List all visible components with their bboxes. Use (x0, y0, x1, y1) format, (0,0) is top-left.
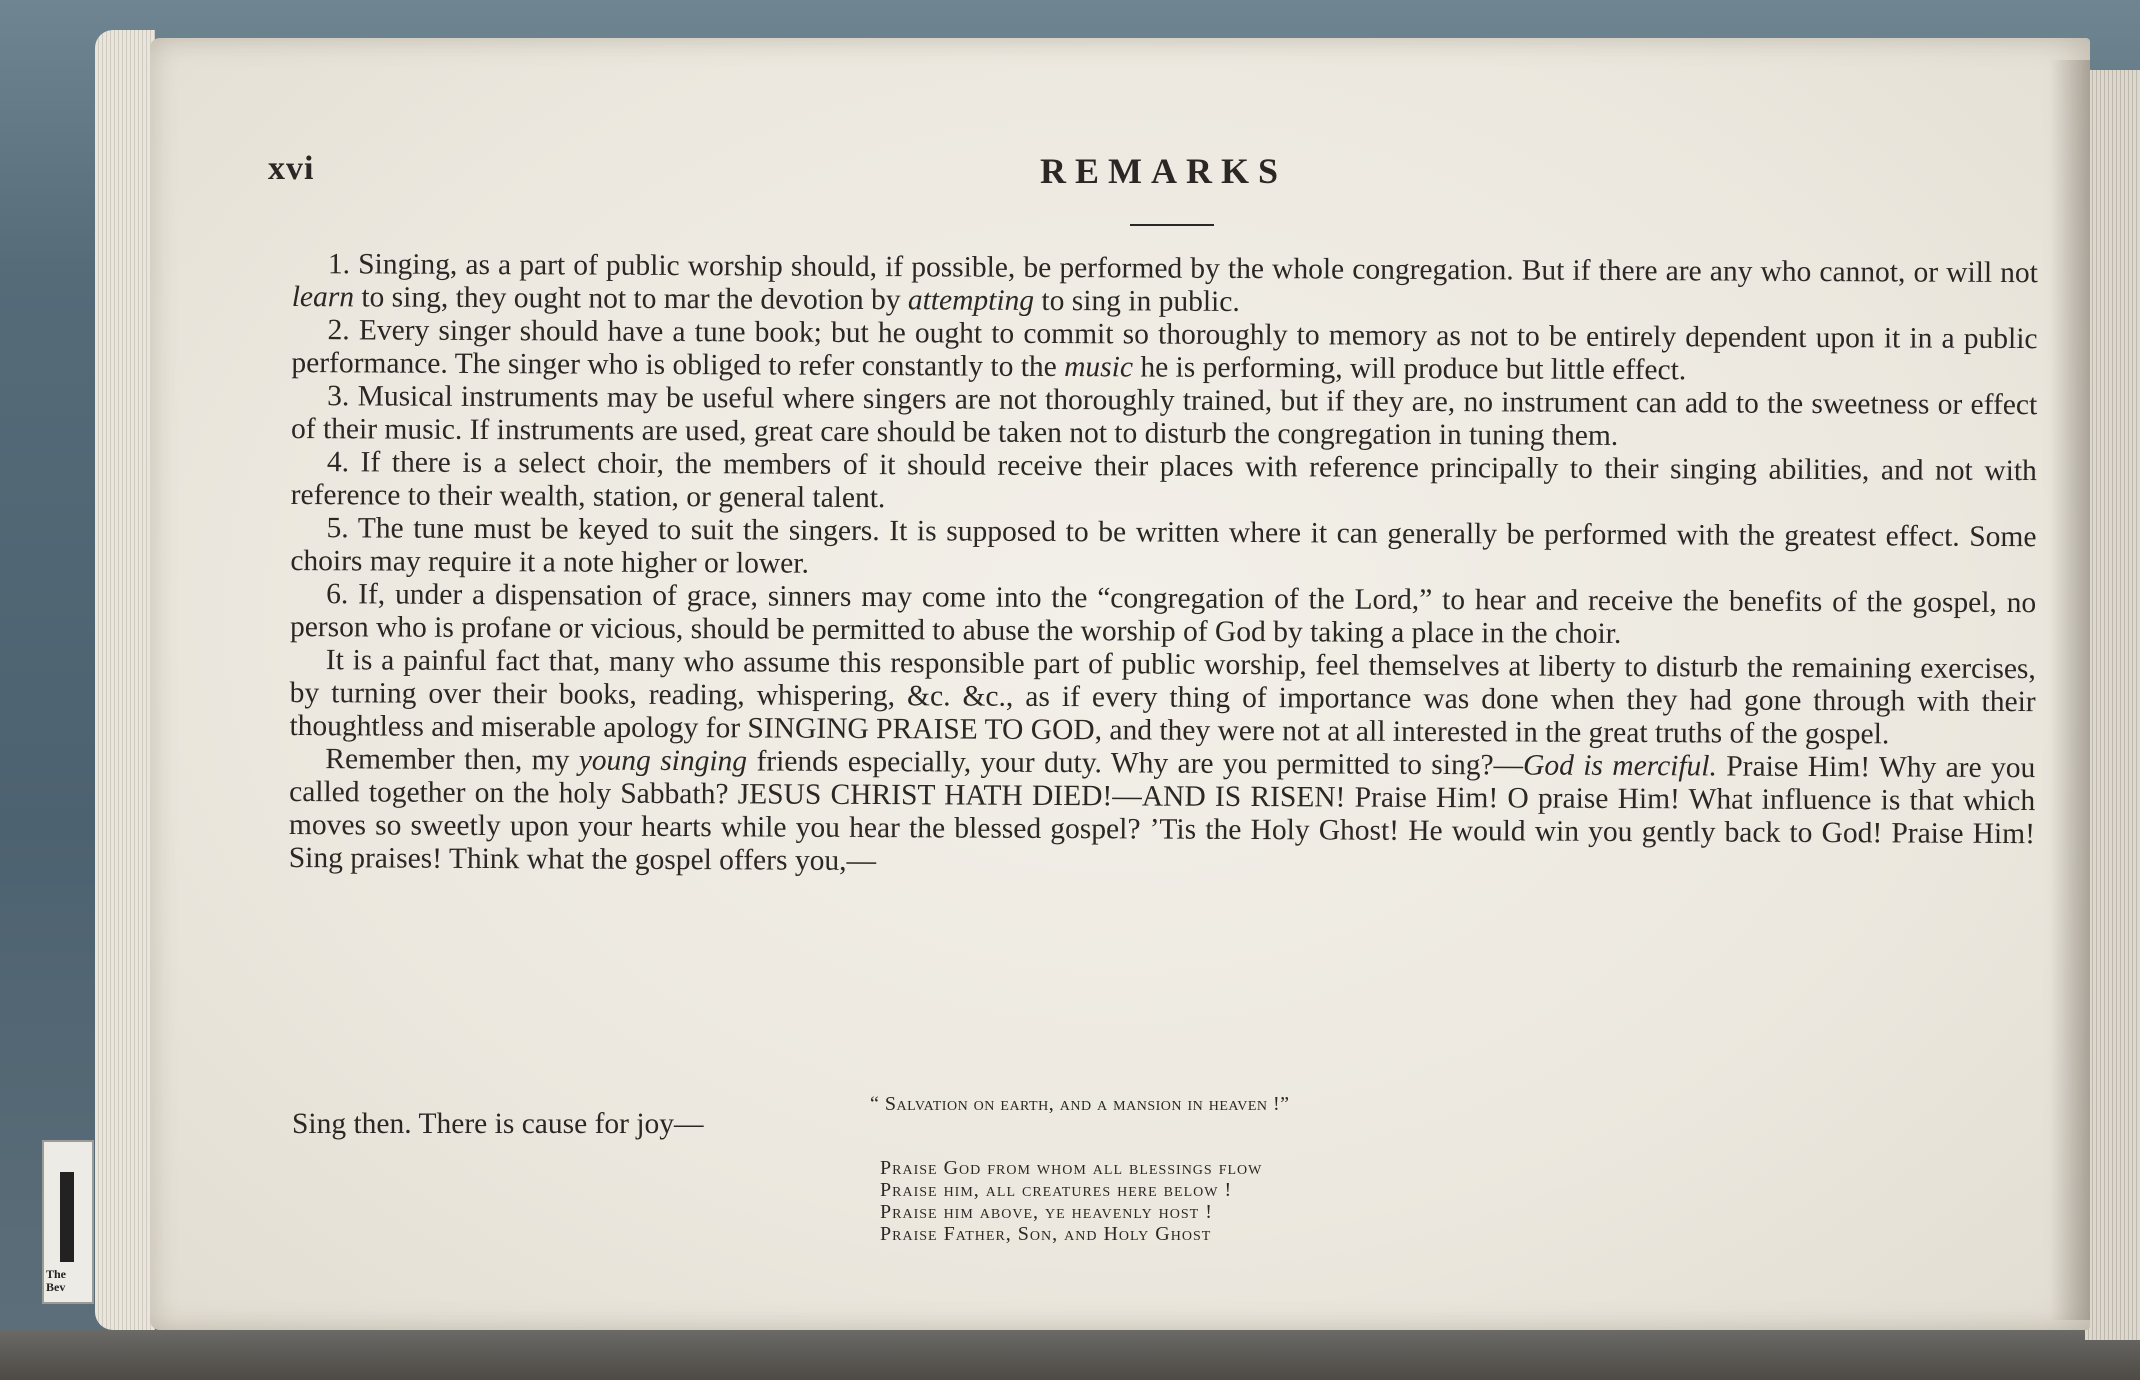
remark-paragraph (290, 512, 2036, 587)
remark-paragraph (289, 644, 2035, 752)
doxology-line: Praise him above, ye heavenly host ! (880, 1201, 1213, 1223)
sing-then-line: Sing then. There is cause for joy— (292, 1108, 704, 1140)
paragraph-text: 3. Musical instruments may be useful where singers are not thoroughly trained, but if they are, no instrument can add to the sweetness or effect of their music. If instruments are used, great care should be taken not to disturb the congregation in tuning them. (290, 380, 2038, 452)
library-label-text: The Bev (46, 1267, 67, 1294)
doxology-line: Praise God from whom all blessings flow (880, 1157, 1263, 1179)
paragraph-text: Praise Him! Why are you called together on the holy Sabbath? JESUS CHRIST HATH DIED!—AND IS RISEN! Praise Him! O praise Him! What influence is that which moves so sweetly upon your hearts while you hear the blessed gospel? ’Tis the Holy Ghost! He would win you gently back to God! Praise Him! Sing praises! Think what the gospel offers you,— (288, 750, 2036, 878)
remark-paragraph (291, 380, 2037, 455)
barcode-bar (60, 1172, 74, 1262)
remark-paragraph (291, 314, 2037, 389)
paragraph-text: friends especially, your duty. Why are you permitted to sing?— (747, 745, 1524, 782)
paragraph-text: 1. Singing, as a part of public worship should, if possible, be performed by the whole congregation. But if there are any who cannot, or will not (327, 248, 2038, 290)
doxology-verse (880, 1157, 1262, 1245)
remark-paragraph (290, 578, 2036, 653)
library-label (42, 1140, 94, 1304)
paragraph-text: he is performing, will produce but little effect. (1132, 351, 1687, 387)
paragraph-text: 4. If there is a select choir, the members of it should receive their places with reference principally to their singing abilities, and not with reference to their wealth, station, or general talent. (290, 446, 2037, 515)
facing-page-edges (2085, 70, 2140, 1340)
paragraph-text: 5. The tune must be keyed to suit the singers. It is supposed to be written where it can generally be performed with the greatest effect. Some choirs may require it a note higher or lower. (290, 512, 2037, 580)
salvation-quote: “ Salvation on earth, and a mansion in heaven !” (870, 1093, 1290, 1115)
paragraph-text: Remember then, my (325, 743, 579, 777)
remarks-body (289, 248, 2038, 884)
paragraph-text: to sing, they ought not to mar the devotion by (353, 281, 908, 317)
book-cover-bottom-edge (0, 1330, 2140, 1380)
remark-paragraph (289, 743, 2036, 884)
remark-paragraph (291, 446, 2037, 521)
doxology-line: Praise Father, Son, and Holy Ghost (880, 1223, 1212, 1245)
paragraph-text: 6. If, under a dispensation of grace, sinners may come into the “congregation of the Lord,” to hear and receive the benefits of the gospel, no person who is profane or vicious, should be permitted to abuse the worship of God by taking a place in the choir. (289, 578, 2037, 650)
emphasized-text: learn (291, 280, 355, 314)
remark-paragraph (292, 248, 2038, 323)
heading-rule (1130, 224, 1214, 226)
emphasized-text: music (1064, 351, 1134, 384)
emphasized-text: God is merciful. (1523, 749, 1718, 783)
page-edges-stack (95, 30, 155, 1330)
emphasized-text: attempting (907, 284, 1035, 317)
page-heading: REMARKS (1040, 151, 1288, 191)
paragraph-text: 2. Every singer should have a tune book; but he ought to commit so thoroughly to memory as not to be entirely dependent upon it in a public performance. The singer who is obliged to refer constantly to the (291, 314, 2038, 384)
doxology-line: Praise him, all creatures here below ! (880, 1179, 1233, 1201)
emphasized-text: young singing (578, 744, 748, 778)
paragraph-text: to sing in public. (1034, 284, 1240, 318)
gutter-shadow (2050, 60, 2090, 1320)
page-number: xvi (268, 150, 315, 187)
paragraph-text: It is a painful fact that, many who assume this responsible part of public worship, feel themselves at liberty to disturb the remaining exercises, by turning over their books, reading, whispering, &c. &c., as if every thing of importance was done when they had gone through with their thoughtless and miserable apology for SINGING PRAISE TO GOD, and they were not at all interested in the great truths of the gospel. (289, 644, 2036, 751)
